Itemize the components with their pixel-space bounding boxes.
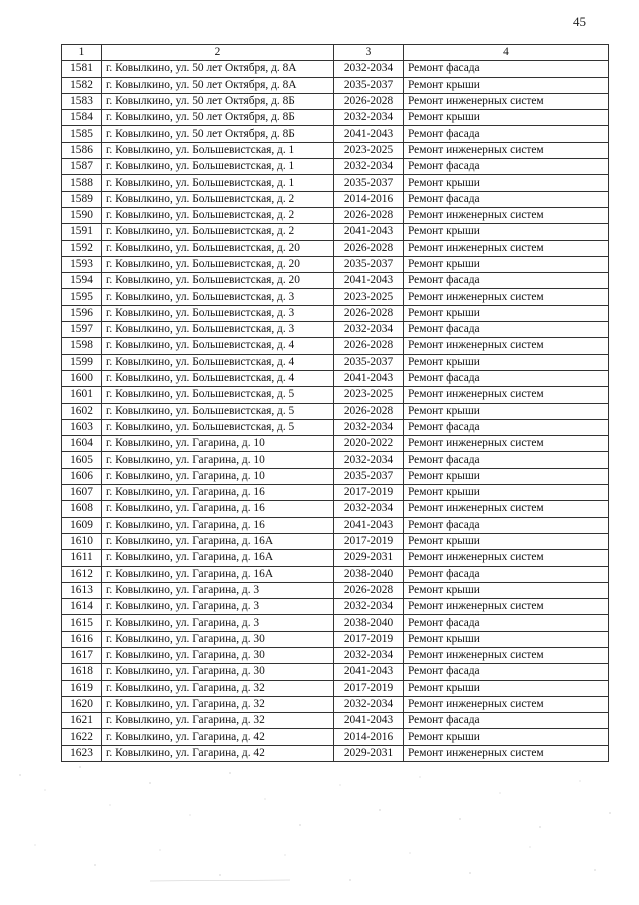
address-cell: г. Ковылкино, ул. Большевистская, д. 20 bbox=[102, 273, 334, 289]
page-number: 45 bbox=[573, 14, 586, 29]
work-type-cell: Ремонт фасада bbox=[404, 452, 609, 468]
row-number-cell: 1599 bbox=[62, 354, 102, 370]
work-type-cell: Ремонт инженерных систем bbox=[404, 436, 609, 452]
period-cell: 2038-2040 bbox=[334, 566, 404, 582]
work-type-cell: Ремонт крыши bbox=[404, 354, 609, 370]
work-type-cell: Ремонт крыши bbox=[404, 729, 609, 745]
address-cell: г. Ковылкино, ул. Большевистская, д. 1 bbox=[102, 175, 334, 191]
period-cell: 2017-2019 bbox=[334, 631, 404, 647]
period-cell: 2041-2043 bbox=[334, 713, 404, 729]
table-row bbox=[62, 533, 609, 549]
table-row bbox=[62, 354, 609, 370]
table-row bbox=[62, 550, 609, 566]
period-cell: 2032-2034 bbox=[334, 647, 404, 663]
work-type-cell: Ремонт фасада bbox=[404, 126, 609, 142]
period-cell: 2041-2043 bbox=[334, 664, 404, 680]
row-number-cell: 1593 bbox=[62, 256, 102, 272]
period-cell: 2032-2034 bbox=[334, 696, 404, 712]
period-cell: 2035-2037 bbox=[334, 77, 404, 93]
row-number-cell: 1604 bbox=[62, 436, 102, 452]
table-row bbox=[62, 403, 609, 419]
header-row bbox=[62, 45, 609, 61]
work-type-cell: Ремонт крыши bbox=[404, 582, 609, 598]
work-type-cell: Ремонт фасада bbox=[404, 273, 609, 289]
period-cell: 2020-2022 bbox=[334, 436, 404, 452]
address-cell: г. Ковылкино, ул. Гагарина, д. 3 bbox=[102, 582, 334, 598]
address-cell: г. Ковылкино, ул. Гагарина, д. 10 bbox=[102, 468, 334, 484]
period-cell: 2041-2043 bbox=[334, 370, 404, 386]
table-row bbox=[62, 77, 609, 93]
table-header bbox=[62, 45, 609, 61]
address-cell: г. Ковылкино, ул. Гагарина, д. 10 bbox=[102, 436, 334, 452]
table-row bbox=[62, 696, 609, 712]
table-row bbox=[62, 338, 609, 354]
row-number-cell: 1618 bbox=[62, 664, 102, 680]
address-cell: г. Ковылкино, ул. Гагарина, д. 3 bbox=[102, 615, 334, 631]
column-header-4: 4 bbox=[404, 45, 609, 61]
period-cell: 2017-2019 bbox=[334, 533, 404, 549]
address-cell: г. Ковылкино, ул. Большевистская, д. 3 bbox=[102, 289, 334, 305]
row-number-cell: 1608 bbox=[62, 501, 102, 517]
work-type-cell: Ремонт крыши bbox=[404, 680, 609, 696]
table-row bbox=[62, 680, 609, 696]
column-header-1: 1 bbox=[62, 45, 102, 61]
address-cell: г. Ковылкино, ул. 50 лет Октября, д. 8А bbox=[102, 61, 334, 77]
table-row bbox=[62, 517, 609, 533]
row-number-cell: 1603 bbox=[62, 419, 102, 435]
period-cell: 2029-2031 bbox=[334, 745, 404, 761]
address-cell: г. Ковылкино, ул. Большевистская, д. 2 bbox=[102, 207, 334, 223]
address-cell: г. Ковылкино, ул. Большевистская, д. 5 bbox=[102, 419, 334, 435]
address-cell: г. Ковылкино, ул. Большевистская, д. 3 bbox=[102, 305, 334, 321]
period-cell: 2038-2040 bbox=[334, 615, 404, 631]
table-row bbox=[62, 582, 609, 598]
row-number-cell: 1612 bbox=[62, 566, 102, 582]
row-number-cell: 1591 bbox=[62, 224, 102, 240]
address-cell: г. Ковылкино, ул. Гагарина, д. 10 bbox=[102, 452, 334, 468]
work-type-cell: Ремонт фасада bbox=[404, 322, 609, 338]
table-row bbox=[62, 322, 609, 338]
period-cell: 2032-2034 bbox=[334, 419, 404, 435]
row-number-cell: 1595 bbox=[62, 289, 102, 305]
period-cell: 2032-2034 bbox=[334, 501, 404, 517]
table-row bbox=[62, 256, 609, 272]
address-cell: г. Ковылкино, ул. Гагарина, д. 16А bbox=[102, 533, 334, 549]
table-row bbox=[62, 175, 609, 191]
work-type-cell: Ремонт инженерных систем bbox=[404, 289, 609, 305]
work-type-cell: Ремонт фасада bbox=[404, 517, 609, 533]
address-cell: г. Ковылкино, ул. Гагарина, д. 3 bbox=[102, 599, 334, 615]
period-cell: 2026-2028 bbox=[334, 403, 404, 419]
row-number-cell: 1598 bbox=[62, 338, 102, 354]
row-number-cell: 1619 bbox=[62, 680, 102, 696]
row-number-cell: 1592 bbox=[62, 240, 102, 256]
address-cell: г. Ковылкино, ул. Гагарина, д. 32 bbox=[102, 696, 334, 712]
row-number-cell: 1606 bbox=[62, 468, 102, 484]
work-type-cell: Ремонт фасада bbox=[404, 566, 609, 582]
address-cell: г. Ковылкино, ул. Гагарина, д. 30 bbox=[102, 647, 334, 663]
table-row bbox=[62, 647, 609, 663]
period-cell: 2029-2031 bbox=[334, 550, 404, 566]
period-cell: 2041-2043 bbox=[334, 273, 404, 289]
period-cell: 2026-2028 bbox=[334, 305, 404, 321]
period-cell: 2035-2037 bbox=[334, 468, 404, 484]
period-cell: 2041-2043 bbox=[334, 517, 404, 533]
table-row bbox=[62, 93, 609, 109]
work-type-cell: Ремонт крыши bbox=[404, 305, 609, 321]
address-cell: г. Ковылкино, ул. 50 лет Октября, д. 8Б bbox=[102, 93, 334, 109]
table-row bbox=[62, 452, 609, 468]
period-cell: 2026-2028 bbox=[334, 207, 404, 223]
period-cell: 2035-2037 bbox=[334, 256, 404, 272]
row-number-cell: 1610 bbox=[62, 533, 102, 549]
row-number-cell: 1594 bbox=[62, 273, 102, 289]
work-type-cell: Ремонт фасада bbox=[404, 615, 609, 631]
row-number-cell: 1600 bbox=[62, 370, 102, 386]
row-number-cell: 1615 bbox=[62, 615, 102, 631]
table-row bbox=[62, 387, 609, 403]
repair-schedule-table bbox=[61, 44, 609, 762]
work-type-cell: Ремонт инженерных систем bbox=[404, 387, 609, 403]
table-row bbox=[62, 419, 609, 435]
work-type-cell: Ремонт фасада bbox=[404, 61, 609, 77]
address-cell: г. Ковылкино, ул. Большевистская, д. 20 bbox=[102, 240, 334, 256]
address-cell: г. Ковылкино, ул. Гагарина, д. 30 bbox=[102, 664, 334, 680]
row-number-cell: 1620 bbox=[62, 696, 102, 712]
address-cell: г. Ковылкино, ул. Гагарина, д. 32 bbox=[102, 713, 334, 729]
period-cell: 2026-2028 bbox=[334, 93, 404, 109]
work-type-cell: Ремонт инженерных систем bbox=[404, 745, 609, 761]
work-type-cell: Ремонт инженерных систем bbox=[404, 142, 609, 158]
table-row bbox=[62, 370, 609, 386]
row-number-cell: 1596 bbox=[62, 305, 102, 321]
work-type-cell: Ремонт инженерных систем bbox=[404, 501, 609, 517]
row-number-cell: 1617 bbox=[62, 647, 102, 663]
table-row bbox=[62, 485, 609, 501]
work-type-cell: Ремонт инженерных систем bbox=[404, 599, 609, 615]
period-cell: 2035-2037 bbox=[334, 175, 404, 191]
row-number-cell: 1597 bbox=[62, 322, 102, 338]
table-row bbox=[62, 615, 609, 631]
table-body bbox=[62, 61, 609, 762]
address-cell: г. Ковылкино, ул. Большевистская, д. 3 bbox=[102, 322, 334, 338]
work-type-cell: Ремонт крыши bbox=[404, 224, 609, 240]
row-number-cell: 1605 bbox=[62, 452, 102, 468]
period-cell: 2014-2016 bbox=[334, 729, 404, 745]
table-row bbox=[62, 631, 609, 647]
row-number-cell: 1590 bbox=[62, 207, 102, 223]
address-cell: г. Ковылкино, ул. 50 лет Октября, д. 8Б bbox=[102, 126, 334, 142]
table-row bbox=[62, 273, 609, 289]
row-number-cell: 1582 bbox=[62, 77, 102, 93]
period-cell: 2041-2043 bbox=[334, 224, 404, 240]
table-row bbox=[62, 664, 609, 680]
table-row bbox=[62, 207, 609, 223]
table-row bbox=[62, 305, 609, 321]
row-number-cell: 1586 bbox=[62, 142, 102, 158]
address-cell: г. Ковылкино, ул. Гагарина, д. 16 bbox=[102, 501, 334, 517]
address-cell: г. Ковылкино, ул. Гагарина, д. 16 bbox=[102, 485, 334, 501]
address-cell: г. Ковылкино, ул. Гагарина, д. 16А bbox=[102, 550, 334, 566]
address-cell: г. Ковылкино, ул. Гагарина, д. 42 bbox=[102, 745, 334, 761]
work-type-cell: Ремонт инженерных систем bbox=[404, 647, 609, 663]
table-row bbox=[62, 142, 609, 158]
work-type-cell: Ремонт инженерных систем bbox=[404, 240, 609, 256]
period-cell: 2023-2025 bbox=[334, 142, 404, 158]
table-row bbox=[62, 745, 609, 761]
row-number-cell: 1581 bbox=[62, 61, 102, 77]
address-cell: г. Ковылкино, ул. Гагарина, д. 16 bbox=[102, 517, 334, 533]
table-row bbox=[62, 289, 609, 305]
address-cell: г. Ковылкино, ул. Большевистская, д. 4 bbox=[102, 338, 334, 354]
period-cell: 2032-2034 bbox=[334, 61, 404, 77]
work-type-cell: Ремонт фасада bbox=[404, 191, 609, 207]
work-type-cell: Ремонт фасада bbox=[404, 713, 609, 729]
column-header-3: 3 bbox=[334, 45, 404, 61]
work-type-cell: Ремонт фасада bbox=[404, 664, 609, 680]
address-cell: г. Ковылкино, ул. Большевистская, д. 4 bbox=[102, 354, 334, 370]
period-cell: 2017-2019 bbox=[334, 485, 404, 501]
table-row bbox=[62, 61, 609, 77]
address-cell: г. Ковылкино, ул. Большевистская, д. 4 bbox=[102, 370, 334, 386]
period-cell: 2032-2034 bbox=[334, 110, 404, 126]
row-number-cell: 1585 bbox=[62, 126, 102, 142]
scan-speckle-decoration bbox=[0, 755, 639, 905]
work-type-cell: Ремонт инженерных систем bbox=[404, 696, 609, 712]
work-type-cell: Ремонт инженерных систем bbox=[404, 338, 609, 354]
period-cell: 2035-2037 bbox=[334, 354, 404, 370]
period-cell: 2032-2034 bbox=[334, 159, 404, 175]
address-cell: г. Ковылкино, ул. Большевистская, д. 5 bbox=[102, 403, 334, 419]
address-cell: г. Ковылкино, ул. Большевистская, д. 2 bbox=[102, 191, 334, 207]
period-cell: 2026-2028 bbox=[334, 582, 404, 598]
table-row bbox=[62, 436, 609, 452]
period-cell: 2026-2028 bbox=[334, 240, 404, 256]
work-type-cell: Ремонт фасада bbox=[404, 419, 609, 435]
work-type-cell: Ремонт крыши bbox=[404, 468, 609, 484]
work-type-cell: Ремонт крыши bbox=[404, 485, 609, 501]
address-cell: г. Ковылкино, ул. Большевистская, д. 1 bbox=[102, 159, 334, 175]
address-cell: г. Ковылкино, ул. Большевистская, д. 5 bbox=[102, 387, 334, 403]
row-number-cell: 1589 bbox=[62, 191, 102, 207]
address-cell: г. Ковылкино, ул. Большевистская, д. 1 bbox=[102, 142, 334, 158]
row-number-cell: 1602 bbox=[62, 403, 102, 419]
work-type-cell: Ремонт крыши bbox=[404, 256, 609, 272]
table-row bbox=[62, 240, 609, 256]
work-type-cell: Ремонт крыши bbox=[404, 631, 609, 647]
row-number-cell: 1616 bbox=[62, 631, 102, 647]
period-cell: 2023-2025 bbox=[334, 289, 404, 305]
table-row bbox=[62, 191, 609, 207]
table-row bbox=[62, 713, 609, 729]
row-number-cell: 1614 bbox=[62, 599, 102, 615]
address-cell: г. Ковылкино, ул. Гагарина, д. 30 bbox=[102, 631, 334, 647]
period-cell: 2026-2028 bbox=[334, 338, 404, 354]
period-cell: 2023-2025 bbox=[334, 387, 404, 403]
period-cell: 2032-2034 bbox=[334, 599, 404, 615]
row-number-cell: 1613 bbox=[62, 582, 102, 598]
row-number-cell: 1622 bbox=[62, 729, 102, 745]
column-header-2: 2 bbox=[102, 45, 334, 61]
table-row bbox=[62, 224, 609, 240]
address-cell: г. Ковылкино, ул. Гагарина, д. 32 bbox=[102, 680, 334, 696]
period-cell: 2032-2034 bbox=[334, 452, 404, 468]
address-cell: г. Ковылкино, ул. 50 лет Октября, д. 8А bbox=[102, 77, 334, 93]
work-type-cell: Ремонт крыши bbox=[404, 403, 609, 419]
row-number-cell: 1609 bbox=[62, 517, 102, 533]
row-number-cell: 1601 bbox=[62, 387, 102, 403]
work-type-cell: Ремонт инженерных систем bbox=[404, 93, 609, 109]
table-row bbox=[62, 110, 609, 126]
row-number-cell: 1588 bbox=[62, 175, 102, 191]
work-type-cell: Ремонт крыши bbox=[404, 533, 609, 549]
row-number-cell: 1611 bbox=[62, 550, 102, 566]
period-cell: 2017-2019 bbox=[334, 680, 404, 696]
table-row bbox=[62, 729, 609, 745]
table-row bbox=[62, 126, 609, 142]
address-cell: г. Ковылкино, ул. Большевистская, д. 20 bbox=[102, 256, 334, 272]
work-type-cell: Ремонт крыши bbox=[404, 110, 609, 126]
row-number-cell: 1584 bbox=[62, 110, 102, 126]
row-number-cell: 1623 bbox=[62, 745, 102, 761]
row-number-cell: 1587 bbox=[62, 159, 102, 175]
table-row bbox=[62, 501, 609, 517]
address-cell: г. Ковылкино, ул. Гагарина, д. 42 bbox=[102, 729, 334, 745]
period-cell: 2032-2034 bbox=[334, 322, 404, 338]
address-cell: г. Ковылкино, ул. Гагарина, д. 16А bbox=[102, 566, 334, 582]
table-row bbox=[62, 566, 609, 582]
work-type-cell: Ремонт инженерных систем bbox=[404, 550, 609, 566]
work-type-cell: Ремонт крыши bbox=[404, 77, 609, 93]
address-cell: г. Ковылкино, ул. Большевистская, д. 2 bbox=[102, 224, 334, 240]
work-type-cell: Ремонт инженерных систем bbox=[404, 207, 609, 223]
row-number-cell: 1621 bbox=[62, 713, 102, 729]
period-cell: 2014-2016 bbox=[334, 191, 404, 207]
work-type-cell: Ремонт фасада bbox=[404, 370, 609, 386]
row-number-cell: 1607 bbox=[62, 485, 102, 501]
work-type-cell: Ремонт крыши bbox=[404, 175, 609, 191]
table-row bbox=[62, 599, 609, 615]
table-row bbox=[62, 159, 609, 175]
address-cell: г. Ковылкино, ул. 50 лет Октября, д. 8Б bbox=[102, 110, 334, 126]
work-type-cell: Ремонт фасада bbox=[404, 159, 609, 175]
row-number-cell: 1583 bbox=[62, 93, 102, 109]
table-row bbox=[62, 468, 609, 484]
period-cell: 2041-2043 bbox=[334, 126, 404, 142]
